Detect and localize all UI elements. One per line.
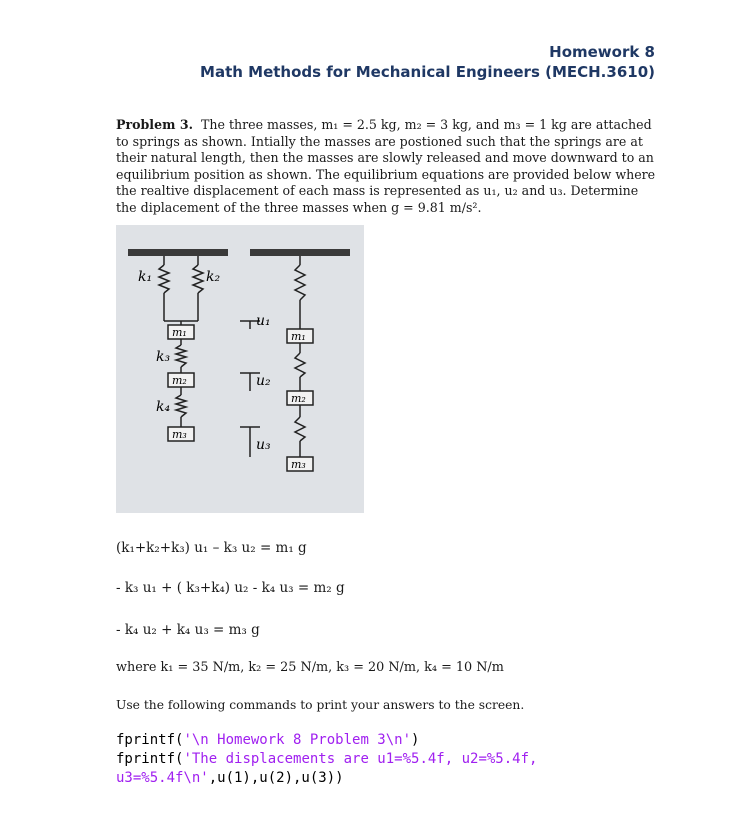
instruction-text: Use the following commands to print your answers to the screen. xyxy=(116,698,525,712)
label-k4: k₄ xyxy=(156,399,171,415)
code-fn-1: fprintf( xyxy=(116,732,184,748)
left-ceiling xyxy=(128,249,228,256)
problem-label: Problem 3. xyxy=(116,117,193,132)
equation-1: (k₁+k₂+k₃) u₁ – k₃ u₂ = m₁ g xyxy=(116,540,307,556)
code-line-2 xyxy=(116,750,676,788)
label-k1: k₁ xyxy=(138,269,153,285)
label-m2-right: m₂ xyxy=(291,392,306,405)
code-fn-2: fprintf( xyxy=(116,751,184,767)
spring-constants: where k₁ = 35 N/m, k₂ = 25 N/m, k₃ = 20 N/m, k₄ = 10 N/m xyxy=(116,660,504,675)
label-m1-right: m₁ xyxy=(291,330,306,343)
problem-text: The three masses, m₁ = 2.5 kg, m₂ = 3 kg, and m₃ = 1 kg are attached to springs as shown. Intially the masses are postioned such that the springs are at their natural length, then the masses are slowly released and move downward to an equilibrium position as shown. The equilibrium equations are provided below where the realtive displacement of each mass is represented as u₁, u₂ and u₃. Determine the diplacement of the three masses when g = 9.81 m/s². xyxy=(116,117,656,215)
code-end-1: ) xyxy=(411,732,420,748)
homework-title: Homework 8 xyxy=(549,43,655,61)
code-block xyxy=(116,731,676,788)
spring-mass-diagram xyxy=(116,225,364,513)
right-ceiling xyxy=(250,249,350,256)
code-string-1: '\n Homework 8 Problem 3\n' xyxy=(183,732,412,748)
problem-statement xyxy=(116,117,656,217)
code-string-2: 'The displacements are u1=%5.4f, u2=%5.4f, u3=%5.4f\n' xyxy=(116,751,546,786)
label-u3: u₃ xyxy=(256,437,271,453)
label-m3-right: m₃ xyxy=(291,458,306,471)
code-end-2: ,u(1),u(2),u(3)) xyxy=(208,770,344,786)
course-title: Math Methods for Mechanical Engineers (MECH.3610) xyxy=(200,63,655,81)
label-m1-left: m₁ xyxy=(172,326,187,339)
label-m2-left: m₂ xyxy=(172,374,187,387)
label-m3-left: m₃ xyxy=(172,428,187,441)
spring-mass-figure xyxy=(116,225,364,513)
label-u2: u₂ xyxy=(256,373,271,389)
label-k3: k₃ xyxy=(156,349,171,365)
code-line-1 xyxy=(116,731,676,750)
label-k2: k₂ xyxy=(206,269,221,285)
label-u1: u₁ xyxy=(256,313,271,329)
document-header xyxy=(200,42,655,82)
equation-2: - k₃ u₁ + ( k₃+k₄) u₂ - k₄ u₃ = m₂ g xyxy=(116,580,345,596)
equation-3: - k₄ u₂ + k₄ u₃ = m₃ g xyxy=(116,622,260,638)
